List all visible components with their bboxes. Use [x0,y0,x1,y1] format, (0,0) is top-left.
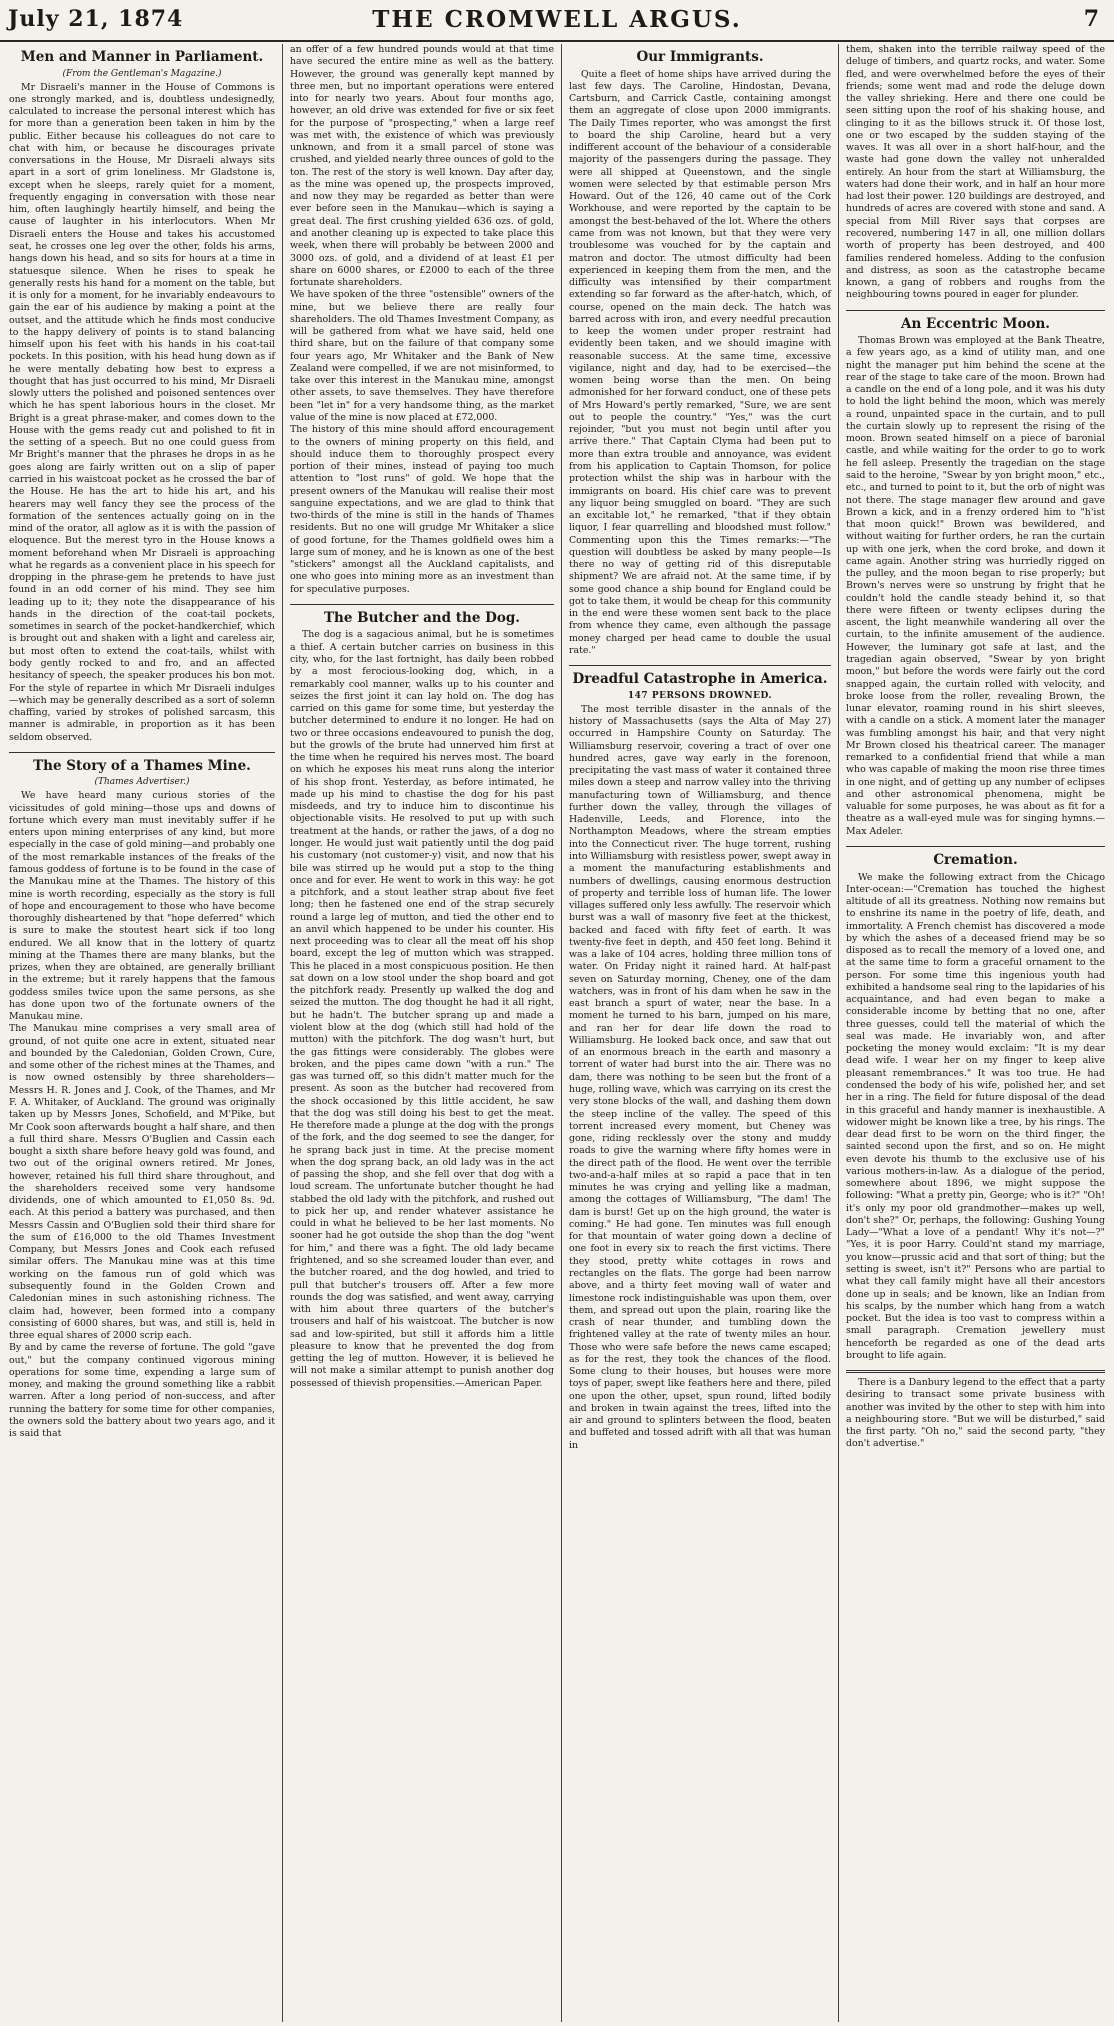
newspaper-title: THE CROMWELL ARGUS. [372,6,742,33]
article-body-danbury: There is a Danbury legend to the effect that a party desiring to transact some private business with another was invited by the other to step with him into a neighbouring store. "But we will be disturbed," said the first party. "Oh no," said the second party, "they don't advertise." [846,1377,1105,1450]
article-divider [846,310,1105,311]
article-body-cremation: We make the following extract from the Chicago Inter-ocean:—"Cremation has touched the highest altitude of all its greatness. Nothing now remains but to enshrine its name in the poetry of life, death, and immortality. A French chemist has discovered a mode by which the ashes of a deceased friend may be so disposed as to recall the memory of a loved one, and at the same time to form a graceful ornament to the person. For some time this ingenious youth had exhibited a handsome seal ring to the lapidaries of his acquaintance, and had even began to make a considerable income by betting that no one, after three guesses, could tell the material of which the seal was made. He invariably won, and after pocketing the money would exclaim: "It is my dear dead wife. I wear her on my finger to keep alive pleasant remembrances." It was too true. He had condensed the body of his wife, polished her, and set her in a ring. The field for future disposal of the dead in this graceful and handy manner is inexhaustible. A widower might be known like a tree, by his rings. The dear dead first to be worn on the third finger, the sainted second upon the first, and so on. He might even devote his thumb to the exclusive use of his various mothers-in-law. As a dialogue of the period, somewhere about 1896, we might suppose the following: "What a pretty pin, George; who is it?" "Oh! it's only my poor old grandmother—makes up well, don't she?" Or, perhaps, the following: Gushing Young Lady—"What a love of a pendant! Why it's not—?" "Yes, it is poor Harry. Could'nt stand my marriage, you know—prussic acid and that sort of thing; but the setting is sweet, isn't it?" Persons who are partial to what they call family might have all their ancestors done up in seals; and be known, like an Indian from his scalps, by the number which hang from a watch pocket. But the idea is too vast to compress within a small paragraph. Cremation jewellery must henceforth be regarded as one of the dead arts brought to life again. [846,871,1105,1361]
column-1 [2,44,282,2022]
article-subtitle-catastrophe: 147 PERSONS DROWNED. [627,690,773,701]
article-title-cremation: Cremation. [933,851,1018,868]
article-body-immigrants: Quite a fleet of home ships have arrived during the last few days. The Caroline, Hindostan, Devana, Cartsburn, and Carrick Castle, containing amongst them an aggregate of close upon 2000 immigrants. The Daily Times reporter, who was amongst the first to board the ship Caroline, heard but a very indifferent account of the behaviour of a considerable majority of the passengers during the passage. They were all shipped at Queenstown, and the single women were selected by that estimable person Mrs Howard. Out of the 126, 40 came out of the Cork Workhouse, and were reported by the captain to be amongst the best-behaved of the lot. Where the others came from was not known, but that they were very troublesome was vouched for by the captain and matron and doctor. The utmost difficulty had been experienced in keeping them from the men, and the difficulty was intensified by their compartment extending so far forward as the after-hatch, which, of course, opened on the main deck. The hatch was barred across with iron, and every needful precaution to keep the women under proper restraint had evidently been taken, and we should imagine with reasonable success. At the same time, excessive vigilance, night and day, had to be exercised—the women being worse than the men. On being admonished for her forward conduct, one of these pets of Mrs Howard's pertly remarked, "Sure, we are sent out to people the country." "Yes," was the curt rejoinder, "but you must not begin until after you arrive there." That Captain Clyma had been put to more than extra trouble and annoyance, was evident from his application to Captain Thomson, for police protection whilst the ship was in harbour with the immigrants on board. His chief care was to prevent any liquor being smuggled on board. "They are such an excitable lot," he remarked, "that if they obtain liquor, I fear quarrelling and bloodshed must follow." Commenting upon this the Times remarks:—"The question will doubtless be asked by many people—Is there no way of getting rid of this disreputable shipment? We are afraid not. At the same time, if by some good chance a ship bound for England could be got to take them, it would be cheap for this community in the end were these women sent back to the place from whence they came, even although the passage money charged per head came to double the usual rate." [569,68,831,656]
article-divider [846,1370,1105,1373]
article-divider [846,846,1105,847]
article-title-catastrophe: Dreadful Catastrophe in America. [572,671,828,688]
article-title-thames: The Story of a Thames Mine. [33,757,251,774]
article-divider [9,752,275,753]
article-body-catastrophe-part2: them, shaken into the terrible railway speed of the deluge of timbers, and quartz rocks, and water. Some fled, and were overwhelmed before the eyes of their friends; some went mad and rode the deluge down the valley shrieking. Here and there one could be seen sitting upon the roof of his shaking house, and clinging to it as the billows struck it. Of those lost, one or two escaped by the sudden staying of the waves. It was all over in a short half-hour, and the waste had gone down the valley not unheralded entirely. An hour from the start at Williamsburg, the waters had done their work, and in half an hour more had lost their power. 120 buildings are destroyed, and hundreds of acres are covered with stone and sand. A special from Mill River says that corpses are recovered, numbering 147 in all, one million dollars worth of property has been destroyed, and 400 families rendered homeless. Adding to the confusion and distress, as soon as the catastrophe became known, a gang of robbers and roughs from the neighbouring towns poured in eager for plunder. [846,44,1105,301]
issue-date: July 21, 1874 [8,6,184,32]
article-title-butcher: The Butcher and the Dog. [324,609,520,626]
article-body-thames-part1: We have heard many curious stories of the vicissitudes of gold mining—those ups and downs of fortune which every man must inevitably suffer if he enters upon mining enterprises of any kind, but more especially in the case of gold mining—and probably one of the most remarkable instances of the freaks of the famous goddess of fortune is to be found in the case of the Manukau mine at the Thames. The history of this mine is worth recording, especially as the story is full of hope and encouragement to those who have become thoroughly disheartened by that "hope deferred" which is sure to make the stoutest heart sick if too long endured. We all know that in the lottery of quartz mining at the Thames there are many blanks, but the prizes, when they are obtained, are generally brilliant in the extreme; but it rarely happens that the famous goddess smiles twice upon the same persons, as she has done upon two of the fortunate owners of the Manukau mine. The Manukau mine comprises a very small area of ground, of not quite one acre in extent, situated near and bounded by the Caledonian, Golden Crown, Cure, and some other of the richest mines at the Thames, and is now owned ostensibly by three shareholders—Messrs H. R. Jones and J. Cook, of the Thames, and Mr F. A. Whitaker, of Auckland. The ground was originally taken up by Messrs Jones, Schofield, and M'Pike, but Mr Cook soon afterwards bought a half share, and then a full third share. Messrs O'Buglien and Cassin each bought a sixth share before heavy gold was found, and two out of the original owners retired. Mr Jones, however, retained his full third share throughout, and the shareholders received some very handsome dividends, one of which amounted to £1,050 8s. 9d. each. At this period a battery was purchased, and then Messrs Cassin and O'Buglien sold their third share for the sum of £16,000 to the old Thames Investment Company, but Messrs Jones and Cook each refused similar offers. The Manukau mine was at this time working on the famous run of gold which was subsequently found in the Golden Crown and Caledonian mines in such astonishing richness. The claim had, however, been formed into a company consisting of 6000 shares, but was, and still is, held in three equal shares of 2000 scrip each. By and by came the reverse of fortune. The gold "gave out," but the company continued vigorous mining operations for some time, expending a large sum of money, and making the ground something like a rabbit warren. After a long period of non-success, and after running the battery for some time for other companies, the owners sold the battery about two years ago, and it is said that [9,790,275,1440]
article-divider [290,604,554,605]
masthead [0,0,1114,42]
column-3 [562,44,838,2022]
article-divider [569,665,831,666]
page-number: 7 [1083,6,1100,32]
column-2 [283,44,561,2022]
article-title-parliament: Men and Manner in Parliament. [20,49,264,65]
article-body-moon: Thomas Brown was employed at the Bank Theatre, a few years ago, as a kind of utility man, and one night the manager put him behind the scene at the rear of the stage to take care of the moon. Brown had a candle on the end of a long pole, and it was his duty to hold the light behind the moon, which was merely a round, unpainted space in the curtain, and to pull the curtain slowly up to represent the rising of the moon. Brown seated himself on a piece of baronial castle, and while waiting for the order to go to work he fell asleep. Presently the tragedian on the stage said to the heroine, "Swear by yon bright moon," etc., etc., and turned to point to it, but the orb of night was not there. The stage manager flew around and gave Brown a kick, and in a frenzy ordered him to "h'ist that moon quick!" Brown was bewildered, and without waiting for further orders, he ran the curtain up with one jerk, when the cord broke, and down it came again. Another string was hurriedly rigged on the pulley, and the moon began to rise properly; but Brown's nerves were so unstrung by fright that he couldn't hold the candle steady behind it, so that there were fifteen or twenty eclipses during the ascent, the light meanwhile wandering all over the curtain, to the infinite amusement of the audience. However, the luminary got safe at last, and the tragedian again observed, "Swear by yon bright moon," but before the words were fairly out the cord snapped again, the curtain rolled with velocity, and broke loose from the roller, revealing Brown, the lunar elevator, roaming round in his shirt sleeves, with a candle on a stick. A moment later the manager was fumbling amongst his hair, and that very night Mr Brown closed his theatrical career. The manager remarked to a confidential friend that while a man who was capable of making the moon rise three times in one night, and of getting up any number of eclipses and other astronomical phenomena, might be valuable for some purposes, he was about as fit for a theatre as a wall-eyed mule was for singing hymns.—Max Adeler. [846,335,1105,837]
article-title-immigrants: Our Immigrants. [636,49,764,65]
article-source-parliament: (From the Gentleman's Magazine.) [62,68,222,79]
article-body-catastrophe: The most terrible disaster in the annals of the history of Massachusetts (says the Alta of May 27) occurred in Hampshire County on Saturday. The Williamsburg reservoir, covering a tract of over one hundred acres, gave way early in the forenoon, precipitating the vast mass of water it contained three miles down a steep and narrow valley into the thriving manufacturing town of Williamsburg, and thence further down the valley, through the villages of Hadenville, Leeds, and Florence, into the Northampton Meadows, where the stream empties into the Connecticut river. The huge torrent, rushing into Williamsburg with resistless power, swept away in a moment the manufacturing establishments and numbers of dwellings, causing enormous destruction of property and terrible loss of human life. The lower villages suffered only less awfully. The reservoir which burst was a wall of masonry five feet at the thickest, backed and faced with fifty feet of earth. It was twenty-five feet in depth, and 450 feet long. Behind it was a lake of 104 acres, holding three million tons of water. On Friday night it rained hard. At half-past seven on Saturday morning, Cheney, one of the dam watchers, was in front of his dam when he saw in the east branch a spurt of water, near the base. In a moment he turned to his barn, jumped on his mare, and ran her for dear life down the road to Williamsburg. He looked back once, and saw that out of an enormous breach in the earth and masonry a torrent of water had burst into the air. There was no dam, there was nothing to be seen but the front of a huge, rolling wave, which was carrying on its crest the very stone blocks of the wall, and dashing them down the steep incline of the valley. The speed of this torrent increased every moment, but Cheney was gone, riding recklessly over the stony and muddy roads to give the warning where fifty homes were in the direct path of the flood. He went over the terrible two-and-a-half miles at so rapid a pace that in ten minutes he was crying and yelling like a madman, among the cottages of Williamsburg, "The dam! The dam is burst! Get up on the high ground, the water is coming." He had gone. Ten minutes was full enough for that mountain of water going down a decline of one foot in every six to reach the first victims. There they stood, pretty white cottages in rows and rectangles on the flats. The gorge had been narrow above, and a thirty feet moving wall of water and limestone rock indistinguishable was upon them, over them, and spread out upon the plain, roaring like the crash of near thunder, and tumbling down the frightened valley at the rate of twenty miles an hour. Those who were safe before the news came escaped; as for the rest, they took the chances of the flood. Some clung to their houses, but houses were more toys of paper, swept like feathers here and there, piled one upon the other, upset, spun round, lifted bodily and broken in twain against the trees, lifted into the air and ground to splinters between the flood, beaten and buffeted and tossed adrift with all that was human in [569,703,831,1451]
article-source-thames: (Thames Advertiser.) [94,777,190,788]
article-body-butcher: The dog is a sagacious animal, but he is sometimes a thief. A certain butcher carries on business in this city, who, for the last fortnight, has daily been robbed by a most ferocious-looking dog, which, in a remarkably cool manner, walks up to his counter and seizes the first joint it can lay hold on. The dog has carried on this game for some time, but yesterday the butcher determined to endure it no longer. He had on two or three occasions endeavoured to punish the dog, but the growls of the brute had unnerved him first at the time when he required his nerves most. The board on which he exposes his meat runs along the interior of his shop front. Yesterday, as before intimated, he made up his mind to chastise the dog for his past misdeeds, and try to induce him to discontinue his objectionable visits. He resolved to put up with such treatment at the hands, or rather the jaws, of a dog no longer. He would just wait patiently until the dog paid his customary (not customer-y) visit, and now that his bile was stirred up he would put a stop to the thing once and for ever. He went to work in this way: he got a pitchfork, and a stout leather strap about five feet long; then he fastened one end of the strap securely round a large leg of mutton, and tied the other end to an anvil which happened to be under his counter. His next proceeding was to clear all the meat off his shop board, except the leg of mutton which was strapped. This he placed in a most conspicuous position. He then sat down on a low stool under the shop board and got the pitchfork ready. Presently up walked the dog and seized the mutton. The dog thought he had it all right, but he hadn't. The butcher sprang up and made a violent blow at the dog (which still had hold of the mutton) with the pitchfork. The dog wasn't hurt, but the gas fittings were considerably. The globes were broken, and the pipes came down "with a run." The gas was turned off, so this didn't matter much for the present. As soon as the butcher had recovered from the shock occasioned by this little accident, he saw that the dog was still doing his best to get the meat. He therefore made a plunge at the dog with the prongs of the fork, and the dog seemed to see the danger, for he sprang back just in time. At the precise moment when the dog sprang back, an old lady was in the act of passing the shop, and she fell over that dog with a loud scream. The unfortunate butcher thought he had stabbed the old lady with the pitchfork, and rushed out to pick her up, and render whatever assistance he could in what he believed to be her last moments. No sooner had he got outside the shop than the dog "went for him," and there was a fight. The old lady became frightened, and so she screamed louder than ever, and the butcher roared, and the dog howled, and tried to pull that butcher's trousers off. After a few more rounds the dog was satisfied, and went away, carrying with him about three quarters of the butcher's trousers and half of his waistcoat. The butcher is now sad and low-spirited, but still it affords him a little pleasure to know that he prevented the dog from getting the leg of mutton. However, it is believed he will not make a similar attempt to punish another dog possessed of thievish propensities.—American Paper. [290,629,554,1389]
column-4 [839,44,1112,2022]
article-body-parliament: Mr Disraeli's manner in the House of Commons is one strongly marked, and is, doubtless undesignedly, calculated to increase the personal interest which has for more than a generation been taken in him by the public. Either because his colleagues do not care to chat with him, or because he discourages private conversations in the House, Mr Disraeli always sits apart in a sort of grim loneliness. Mr Gladstone is, except when he sleeps, rarely quiet for a moment, frequently engaging in conversation with those near him, often laughingly heartily himself, and being the cause of laughter in his interlocutors. When Mr Disraeli enters the House and takes his accustomed seat, he crosses one leg over the other, folds his arms, hangs down his head, and so sits for hours at a time in statuesque silence. When he rises to speak he generally rests his hand for a moment on the table, but it is only for a moment, for he invariably endeavours to gain the ear of his audience by making a point at the outset, and the attitude which he finds most conducive to the happy delivery of points is to stand balancing himself upon his feet with his hands in his coat-tail pockets. In this position, with his head hung down as if he were mentally debating how best to express a thought that has just occurred to his mind, Mr Disraeli slowly utters the polished and poisoned sentences over which he has spent laborious hours in the closet. Mr Bright is a great phrase-maker, and comes down to the House with the gems ready cut and polished to fit in the setting of a speech. But no one could guess from Mr Bright's manner that the phrases he drops in as he goes along are fairly written out on a slip of paper carried in his waistcoat pocket as he crossed the bar of the House. He has the art to hide his art, and his hearers may well fancy they see the process of the formation of the sentences actually going on in the mind of the orator, all aglow as it is with the passion of eloquence. But the merest tyro in the House knows a moment beforehand when Mr Disraeli is approaching what he regards as a convenient place in his speech for dropping in the phrase-gem he pretends to have just found in an odd corner of his mind. They see him leading up to it; they note the disappearance of his hands in the direction of the coat-tail pockets, sometimes in search of the pocket-handkerchief, which is brought out and shaken with a light and careless air, but most often to extend the coat-tails, whilst with body gently rocked to and fro, and an affected hesitancy of speech, the speaker produces his bon mot. For the style of repartee in which Mr Disraeli indulges—which may be generally described as a sort of solemn chaffing, varied by strokes of polished sarcasm, this manner is admirable, in proportion as it has been seldom observed. [9,81,275,743]
article-title-moon: An Eccentric Moon. [901,315,1050,332]
article-body-thames-part2: an offer of a few hundred pounds would at that time have secured the entire mine as well as the battery. However, the ground was generally kept manned by three men, but no important operations were entered into for nearly two years. About four months ago, however, an old drive was extended for five or six feet for the purpose of "prospecting," when a large reef was met with, the existence of which was previously unknown, and from it a small parcel of stone was crushed, and yielded nearly three ounces of gold to the ton. The rest of the story is well known. Day after day, as the mine was opened up, the prospects improved, and now they may be regarded as better than were ever before seen in the Manukau—which is saying a great deal. The first crushing yielded 636 ozs. of gold, and another cleaning up is expected to take place this week, when there will probably be between 2000 and 3000 ozs. of gold, and a dividend of at least £1 per share on 6000 shares, or £2000 to each of the three fortunate shareholders. We have spoken of the three "ostensible" owners of the mine, but we believe there are really four shareholders. The old Thames Investment Company, as will be gathered from what we have said, held one third share, but on the failure of that company some four years ago, Mr Whitaker and the Bank of New Zealand were compelled, if we are not misinformed, to take over this interest in the Manukau mine, amongst other assets, to save themselves. They have therefore been "let in" for a very handsome thing, as the market value of the mine is now placed at £72,000. The history of this mine should afford encouragement to the owners of mining property on this field, and should induce them to thoroughly prospect every portion of their mines, instead of paying too much attention to "lost runs" of gold. We hope that the present owners of the Manukau will realise their most sanguine expectations, and we are glad to think that two-thirds of the mine is still in the hands of Thames residents. But no one will grudge Mr Whitaker a slice of good fortune, for the Thames goldfield owes him a large sum of money, and he is known as one of the best "stickers" amongst all the Auckland capitalists, and one who goes into mining more as an investment than for speculative purposes. [290,44,554,595]
columns [0,44,1114,2024]
